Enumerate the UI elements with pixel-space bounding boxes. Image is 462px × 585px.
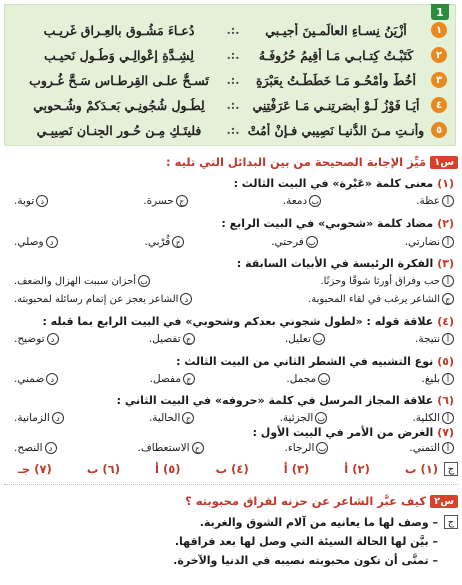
- option-b[interactable]: ب الجزئية.: [280, 412, 328, 424]
- answer-key: [4, 459, 458, 479]
- question-1-tag: س١: [430, 156, 458, 169]
- option-b[interactable]: ب دمعة.: [283, 195, 321, 207]
- poem-line: [11, 94, 447, 116]
- poem-line-number: ٢: [431, 47, 447, 63]
- option-b[interactable]: ب فرحتي.: [271, 236, 318, 248]
- poem-separator: .:.: [226, 48, 240, 62]
- question-item: [8, 353, 454, 369]
- poem-line: [11, 119, 447, 141]
- item-number: (١): [437, 176, 454, 190]
- answer-item: (٤) ب: [215, 462, 249, 476]
- poem-separator: .:.: [226, 98, 240, 112]
- item-text: علاقة قوله : «لطول شجوني بعدكم وشحوبي» في البيت الرابع بما قبله :: [42, 314, 434, 328]
- option-c[interactable]: ج الحالية.: [149, 412, 194, 424]
- options-row: [14, 273, 454, 289]
- options-row: [14, 331, 454, 347]
- option-a[interactable]: أ حب وفراق أورثا شوقًا وحزنًا.: [320, 275, 454, 287]
- question-1-heading: [166, 153, 458, 171]
- poem-line-number: ٥: [431, 122, 447, 138]
- poem-hemistich-second: لِشِـدَّةِ إعْوالِـي وَطُـولِ نَحيـبِ: [44, 47, 194, 63]
- question-item: [8, 313, 454, 329]
- options-row: [14, 371, 454, 387]
- option-c[interactable]: ج قُرْبي.: [144, 236, 184, 248]
- question-2-tag: س٢: [430, 495, 458, 508]
- options-row: [14, 440, 454, 456]
- option-a[interactable]: أ عظة.: [416, 195, 454, 207]
- poem-hemistich-first: وأنـتِ مـنَ الدُّنيـا نَصِيبي فـإنْ أمُتْ: [247, 122, 425, 138]
- option-a[interactable]: أ التمني.: [409, 442, 454, 454]
- answer-item: (١) ب: [404, 462, 438, 476]
- item-number: (٢): [437, 216, 454, 230]
- poem-line: [11, 69, 447, 91]
- answer-item: (٣) أ: [283, 462, 310, 476]
- poem-line: [11, 44, 447, 66]
- item-text: علاقة المجاز المرسل في كلمة «حروفه» في البيت الثاني :: [116, 393, 434, 407]
- item-number: (٣): [437, 256, 454, 270]
- item-text: الغرض من الأمر في البيت الأول :: [252, 425, 434, 439]
- answer-tag: ج: [444, 515, 458, 529]
- option-c[interactable]: ج حسرة.: [143, 195, 188, 207]
- poem-hemistich-first: أَزْيَنُ نِسـاءِ العالَمـينَ أجيـبي: [265, 22, 407, 38]
- answer-item: (٢) أ: [344, 462, 370, 476]
- item-number: (٤): [437, 314, 454, 328]
- option-c[interactable]: ج الشاعر يرغب في لقاء المحبوبة.: [308, 293, 454, 305]
- option-a[interactable]: أ نضارتي.: [405, 236, 454, 248]
- answer-tag: ج: [444, 462, 458, 476]
- question-item: [8, 255, 454, 271]
- answer-item: (٧) جـ: [18, 462, 52, 476]
- poem-line-number: ٤: [431, 97, 447, 113]
- item-number: (٧): [437, 425, 454, 439]
- item-number: (٦): [437, 393, 454, 407]
- options-row: [14, 234, 454, 250]
- option-d[interactable]: د توضيح.: [14, 333, 59, 345]
- poem-separator: .:.: [226, 123, 240, 137]
- poem-hemistich-second: فليتَـكِ مِـن حُـورِ الجِنـانِ نَصِيبِـي: [36, 122, 202, 138]
- item-text: الفكرة الرئيسة في الأبيات السابقة :: [236, 256, 434, 270]
- answer-item: (٥) أ: [155, 462, 181, 476]
- options-row: [14, 193, 454, 209]
- poem-hemistich-second: لِطُـولِ شُجُونِـي بَعـدَكمْ وشُـحوبِي: [33, 97, 205, 113]
- option-b[interactable]: ب أحزان سببت الهزال والضعف.: [14, 275, 150, 287]
- option-c[interactable]: ج تفصيل.: [149, 333, 195, 345]
- item-number: (٥): [437, 354, 454, 368]
- option-d[interactable]: د الزمانية.: [14, 412, 64, 424]
- poem-hemistich-first: كَتَبْـتُ كِتـابـي مَـا أُقِيمُ حُرُوفَـهُ: [258, 47, 414, 63]
- option-d[interactable]: د وصلي.: [14, 236, 58, 248]
- answer-line: – تمنَّى أن تكون محبوبته نصيبه في الدنيا والآخرة.: [173, 553, 438, 567]
- question-item: [8, 392, 454, 408]
- poem-tab: 1: [431, 4, 449, 20]
- item-text: مضاد كلمة «شحوبي» في البيت الرابع :: [221, 216, 434, 230]
- option-a[interactable]: أ بليغ.: [422, 373, 455, 385]
- option-b[interactable]: ب مجمل.: [286, 373, 330, 385]
- question-item: [8, 175, 454, 191]
- question-2-heading: [185, 492, 458, 510]
- option-c[interactable]: ج مفصل.: [150, 373, 195, 385]
- option-b[interactable]: ب الرجاء.: [285, 442, 329, 454]
- question-item: [8, 215, 454, 231]
- poem-box: [4, 4, 456, 146]
- answer-line: – وصف لها ما يعانيه من آلام الشوق والغربة.: [199, 515, 438, 529]
- poem-hemistich-first: أخُطُّ وأمْحُـو مَـا خَطَطْـتُ بِعَبْرَةٍ: [256, 72, 416, 88]
- question-2-title: كيف عبَّر الشاعر عن حزنه لفراق محبوبته ؟: [185, 494, 427, 508]
- option-d[interactable]: د النصح.: [14, 442, 57, 454]
- poem-line-number: ١: [431, 22, 447, 38]
- poem-separator: .:.: [226, 23, 240, 37]
- option-d[interactable]: د الشاعر يعجز عن إتمام رسائله لمحبوبته.: [14, 293, 192, 305]
- poem-line: [11, 19, 447, 41]
- divider: [4, 484, 458, 485]
- poem-hemistich-second: دُعـاءَ مَشُـوقٍ بالعِـراقِ غَريـبِ: [43, 22, 195, 38]
- item-text: نوع التشبيه في الشطر الثاني من البيت الثالث :: [176, 354, 434, 368]
- poem-line-number: ٣: [431, 72, 447, 88]
- option-d[interactable]: د توبة.: [14, 195, 48, 207]
- item-text: معنى كلمة «عَبْرة» في البيت الثالث :: [233, 176, 434, 190]
- answer-item: (٦) ب: [86, 462, 120, 476]
- option-c[interactable]: ج الاستعطاف.: [138, 442, 204, 454]
- option-a[interactable]: أ نتيجة.: [415, 333, 454, 345]
- question-item: [8, 424, 454, 440]
- answer-list: [18, 462, 438, 476]
- poem-separator: .:.: [226, 73, 240, 87]
- answer-line: – بيَّن لها الحالة السيئة التي وصل لها بعد فراقها.: [174, 534, 438, 548]
- option-d[interactable]: د ضمني.: [14, 373, 58, 385]
- option-b[interactable]: ب تعليل.: [285, 333, 325, 345]
- poem-hemistich-second: تَسـحُّ علـى القِرطـاسِ سَـحَّ غُـروبِ: [29, 72, 209, 88]
- option-a[interactable]: أ الكلية.: [412, 412, 454, 424]
- poem-hemistich-first: أيَـا فَوْزُ لَـوْ أبصَرتِنـي مَـا عَرَفْتِنِي: [252, 97, 420, 113]
- options-row: [14, 291, 454, 307]
- question-1-title: مَيِّز الإجابة الصحيحة من بين البدائل التي تليه :: [166, 155, 427, 169]
